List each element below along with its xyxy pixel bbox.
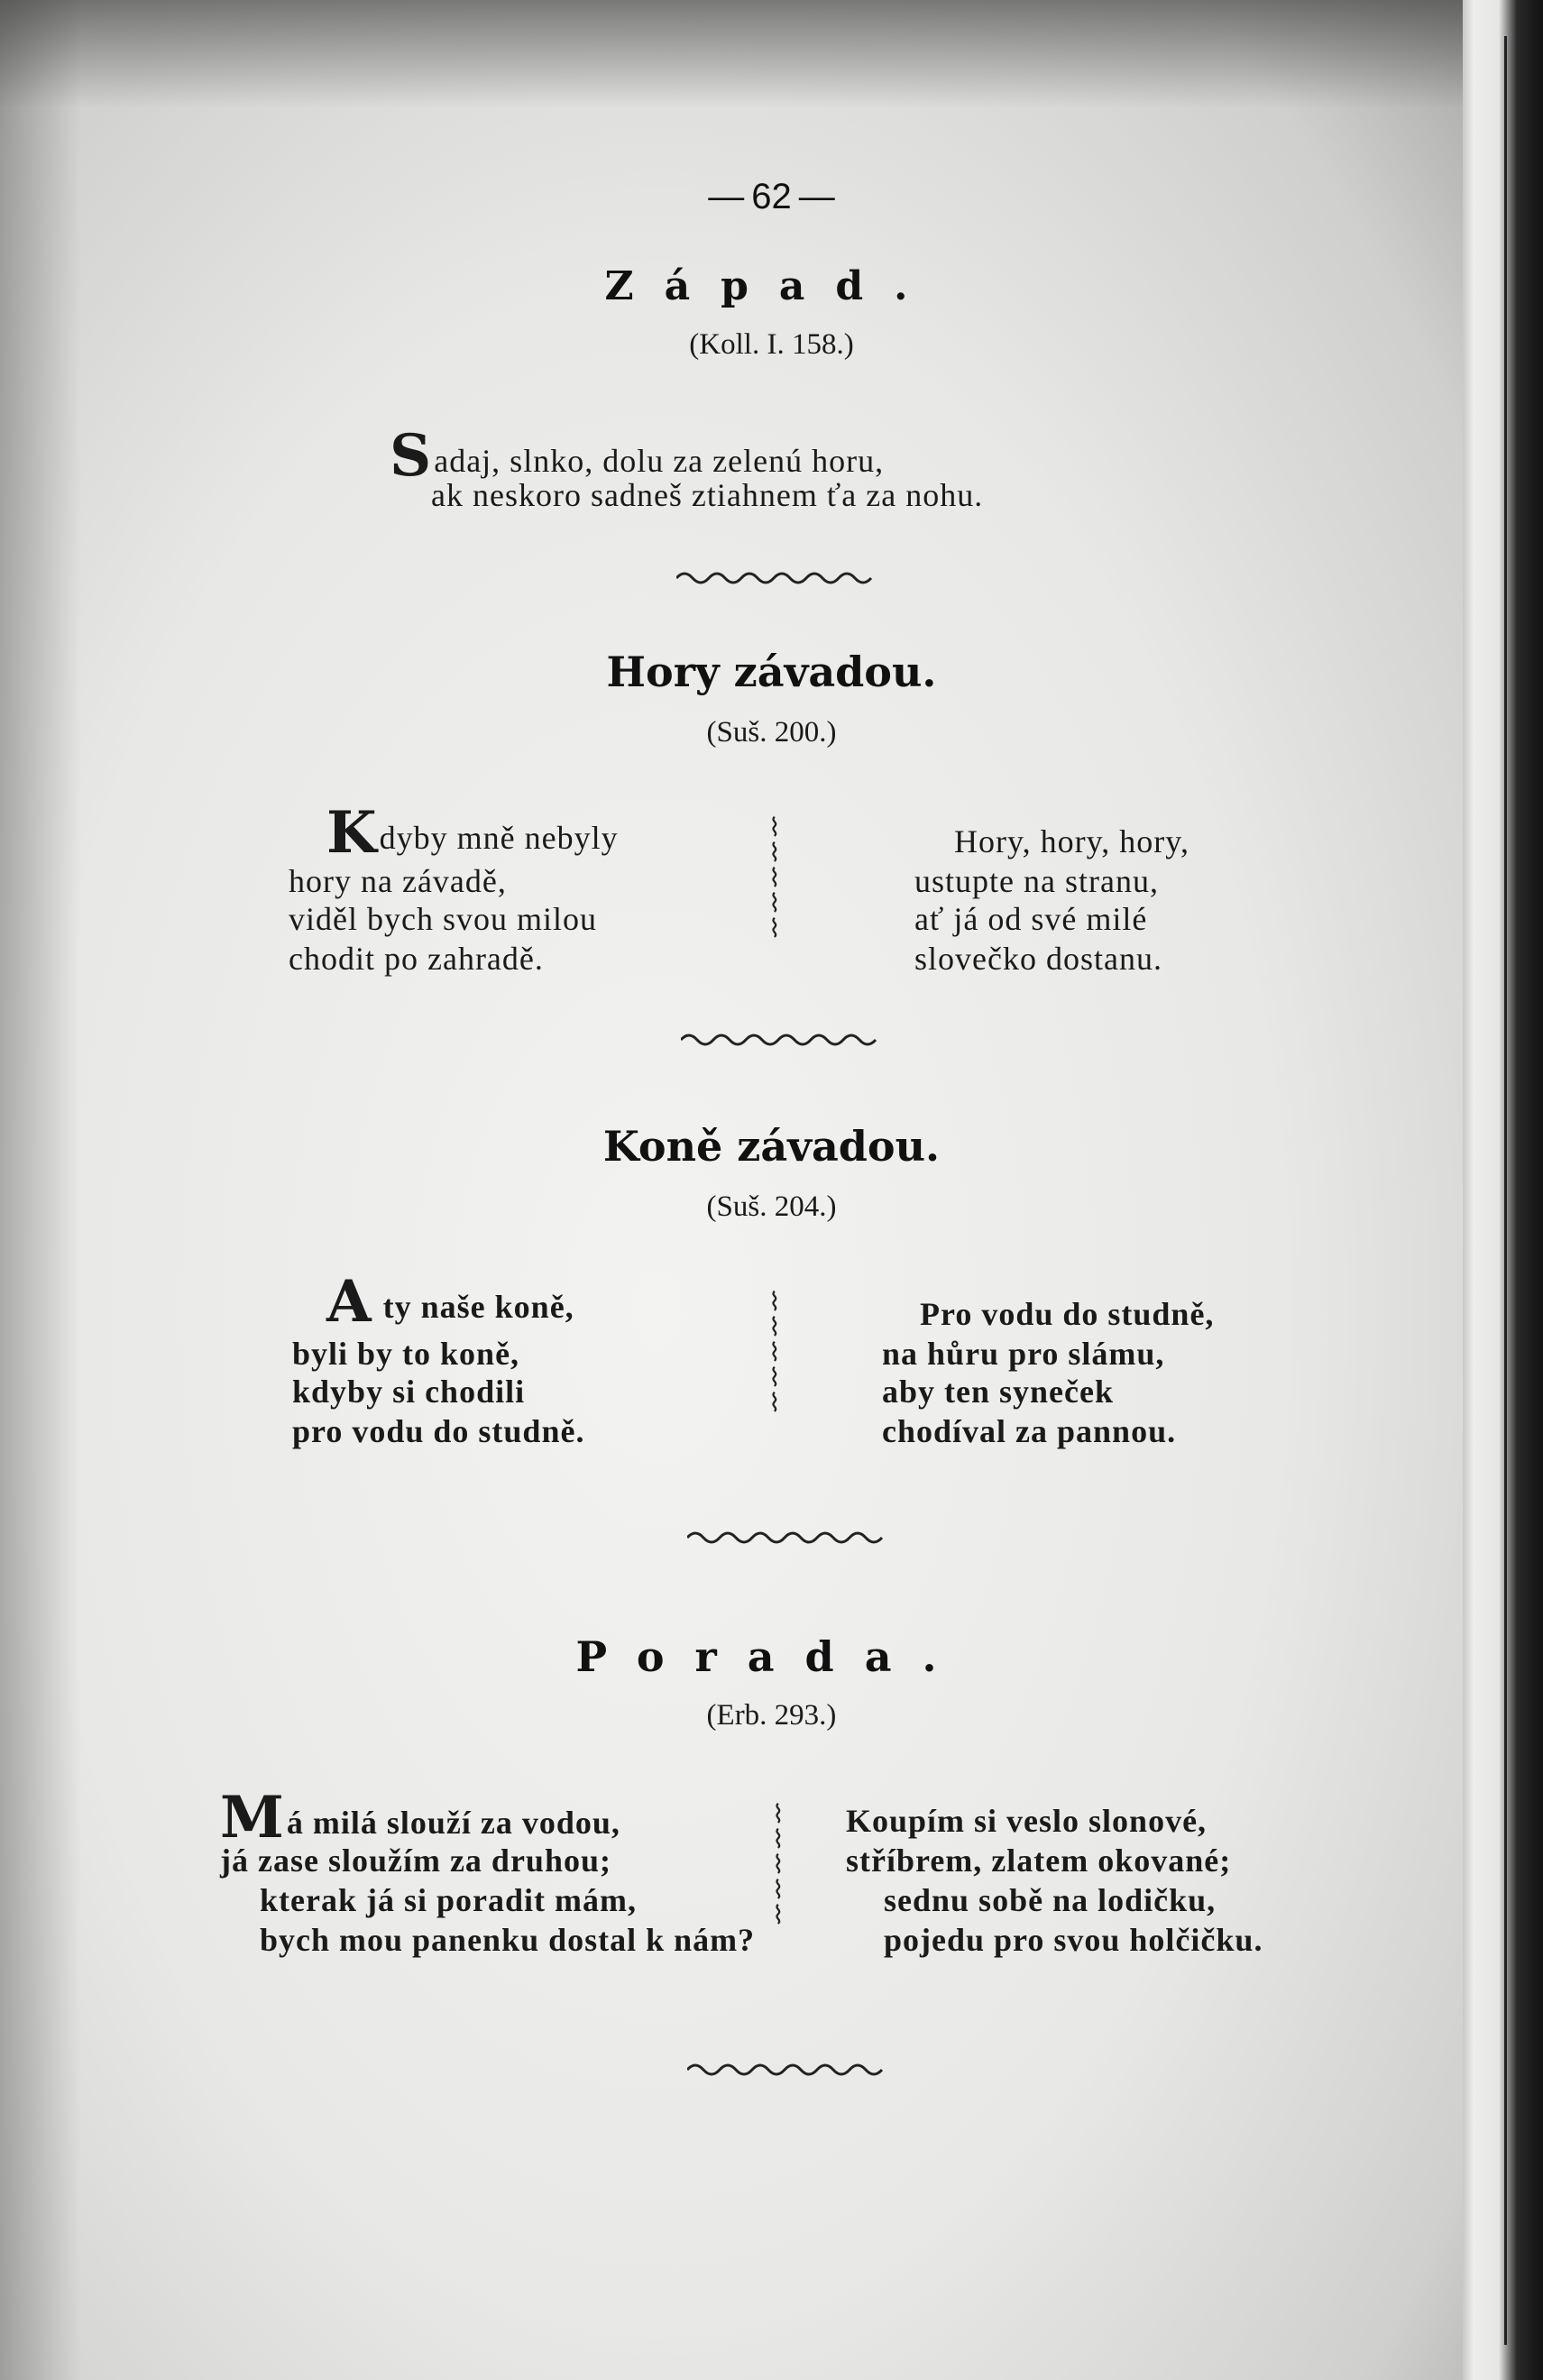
poem-line: já zase sloužím za druhou;: [220, 1842, 611, 1879]
poem-line: ak neskoro sadneš ztiahnem ťa za nohu.: [431, 477, 984, 513]
brace-separator: ⌇ ⌇ ⌇ ⌇ ⌇: [768, 1287, 781, 1418]
poem-line: aby ten syneček: [882, 1374, 1114, 1410]
poem-line: chodit po zahradě.: [289, 941, 544, 977]
poem-source-porada: (Erb. 293.): [706, 1699, 837, 1732]
drop-cap: M: [220, 1784, 285, 1852]
poem-line: na hůru pro slámu,: [882, 1336, 1165, 1372]
ornament-divider: [676, 568, 875, 588]
page-number-dash-right: —: [798, 177, 835, 216]
poem-title-kone: Koně závadou.: [602, 1122, 941, 1171]
poem-title-porada: Porada.: [575, 1632, 968, 1681]
poem-line: A ty naše koně,: [326, 1268, 574, 1336]
poem-line: pojedu pro svou holčičku.: [884, 1922, 1263, 1958]
drop-cap: S: [390, 422, 433, 490]
drop-cap: A: [326, 1268, 372, 1336]
poem-line: stříbrem, zlatem okované;: [846, 1842, 1232, 1879]
poem-source-hory: (Suš. 200.): [706, 716, 837, 749]
poem-line: Má milá slouží za vodou,: [220, 1784, 620, 1852]
poem-line: chodíval za pannou.: [882, 1413, 1177, 1449]
poem-line: Pro vodu do studně,: [920, 1296, 1215, 1332]
poem-line: ať já od své milé: [914, 901, 1148, 937]
drop-cap: K: [326, 799, 378, 867]
poem-line: Hory, hory, hory,: [954, 823, 1189, 859]
poem-line: ustupte na stranu,: [914, 863, 1159, 899]
poem-title-zapad: Západ.: [604, 263, 939, 309]
poem-line: bych mou panenku dostal k nám?: [260, 1922, 756, 1958]
poem-line: kdyby si chodili: [292, 1374, 526, 1410]
poem-line: Sadaj, slnko, dolu za zelenú horu,: [390, 422, 885, 490]
page-number-value: 62: [751, 177, 792, 216]
poem-line: pro vodu do studně.: [292, 1413, 585, 1449]
poem-line: Kdyby mně nebyly: [326, 799, 619, 867]
poem-title-hory: Hory závadou.: [606, 648, 937, 696]
poem-line: hory na závadě,: [289, 863, 507, 899]
ornament-divider: [687, 1528, 886, 1548]
poem-line: kterak já si poradit mám,: [260, 1882, 637, 1918]
brace-separator: ⌇ ⌇ ⌇ ⌇ ⌇: [772, 1799, 785, 1930]
poem-source-zapad: (Koll. I. 158.): [689, 328, 854, 361]
ornament-divider: [687, 2060, 886, 2080]
poem-line: byli by to koně,: [292, 1336, 520, 1372]
poem-line: slovečko dostanu.: [914, 941, 1162, 977]
brace-separator: ⌇ ⌇ ⌇ ⌇ ⌇: [768, 813, 781, 943]
poem-line: sednu sobě na lodičku,: [884, 1882, 1217, 1918]
poem-line: Koupím si veslo slonové,: [846, 1803, 1208, 1839]
poem-line: viděl bych svou milou: [289, 901, 597, 937]
page-number: [0, 177, 1543, 217]
page-number-dash-left: —: [708, 177, 745, 216]
ornament-divider: [681, 1030, 879, 1050]
poem-source-kone: (Suš. 204.): [706, 1190, 837, 1223]
